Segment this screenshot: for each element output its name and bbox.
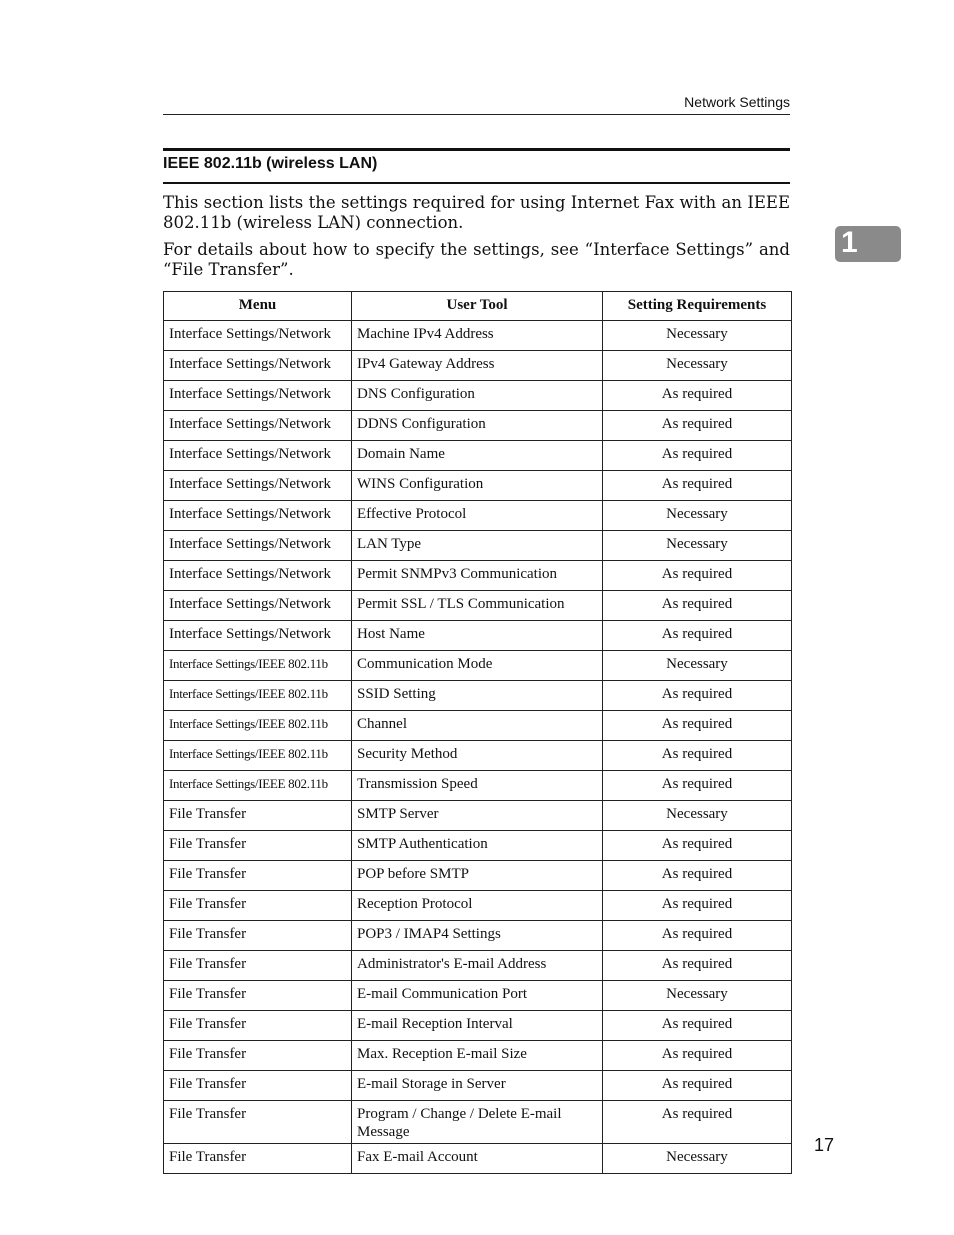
- user-tool-cell: POP before SMTP: [352, 861, 603, 891]
- user-tool-cell: Program / Change / Delete E-mail Message: [352, 1101, 603, 1144]
- table-row: [164, 441, 792, 471]
- table-row: [164, 1101, 792, 1144]
- user-tool-cell: E-mail Reception Interval: [352, 1011, 603, 1041]
- table-row: [164, 321, 792, 351]
- table-row: [164, 921, 792, 951]
- menu-cell: Interface Settings/Network: [164, 411, 352, 441]
- user-tool-cell: Effective Protocol: [352, 501, 603, 531]
- requirement-cell: As required: [603, 681, 792, 711]
- table-row: [164, 801, 792, 831]
- requirement-cell: Necessary: [603, 321, 792, 351]
- column-header-menu: Menu: [164, 292, 352, 321]
- user-tool-cell: Channel: [352, 711, 603, 741]
- table-row: [164, 651, 792, 681]
- requirement-cell: Necessary: [603, 801, 792, 831]
- user-tool-cell: Max. Reception E-mail Size: [352, 1041, 603, 1071]
- requirement-cell: As required: [603, 441, 792, 471]
- requirement-cell: As required: [603, 711, 792, 741]
- table-body: [164, 321, 792, 1174]
- requirement-cell: As required: [603, 741, 792, 771]
- user-tool-cell: Security Method: [352, 741, 603, 771]
- table-row: [164, 591, 792, 621]
- requirement-cell: As required: [603, 471, 792, 501]
- table-row: [164, 711, 792, 741]
- table-row: [164, 1071, 792, 1101]
- requirement-cell: As required: [603, 591, 792, 621]
- requirement-cell: As required: [603, 861, 792, 891]
- user-tool-cell: Machine IPv4 Address: [352, 321, 603, 351]
- user-tool-cell: WINS Configuration: [352, 471, 603, 501]
- requirement-cell: As required: [603, 1041, 792, 1071]
- requirement-cell: Necessary: [603, 531, 792, 561]
- user-tool-cell: Administrator's E-mail Address: [352, 951, 603, 981]
- menu-cell: Interface Settings/Network: [164, 351, 352, 381]
- table-row: [164, 1041, 792, 1071]
- menu-cell: Interface Settings/IEEE 802.11b: [164, 741, 352, 771]
- section-title: IEEE 802.11b (wireless LAN): [163, 155, 378, 172]
- column-header-setting-requirements: Setting Requirements: [603, 292, 792, 321]
- requirement-cell: Necessary: [603, 1144, 792, 1174]
- menu-cell: File Transfer: [164, 831, 352, 861]
- menu-cell: Interface Settings/IEEE 802.11b: [164, 681, 352, 711]
- menu-cell: Interface Settings/IEEE 802.11b: [164, 711, 352, 741]
- user-tool-cell: Domain Name: [352, 441, 603, 471]
- section-rule-top: [163, 148, 790, 151]
- requirement-cell: As required: [603, 951, 792, 981]
- table-row: [164, 1011, 792, 1041]
- requirement-cell: As required: [603, 621, 792, 651]
- requirement-cell: As required: [603, 771, 792, 801]
- requirement-cell: As required: [603, 1101, 792, 1144]
- user-tool-cell: SMTP Server: [352, 801, 603, 831]
- table-row: [164, 531, 792, 561]
- menu-cell: File Transfer: [164, 981, 352, 1011]
- requirement-cell: Necessary: [603, 351, 792, 381]
- requirement-cell: As required: [603, 1071, 792, 1101]
- table-row: [164, 1144, 792, 1174]
- table-row: [164, 411, 792, 441]
- menu-cell: Interface Settings/Network: [164, 561, 352, 591]
- requirement-cell: As required: [603, 561, 792, 591]
- table-row: [164, 861, 792, 891]
- user-tool-cell: Fax E-mail Account: [352, 1144, 603, 1174]
- requirement-cell: As required: [603, 921, 792, 951]
- menu-cell: File Transfer: [164, 801, 352, 831]
- user-tool-cell: E-mail Storage in Server: [352, 1071, 603, 1101]
- page-number: 17: [813, 1135, 834, 1155]
- menu-cell: Interface Settings/Network: [164, 621, 352, 651]
- table-header-row: [164, 292, 792, 321]
- requirement-cell: As required: [603, 831, 792, 861]
- user-tool-cell: Permit SNMPv3 Communication: [352, 561, 603, 591]
- menu-cell: File Transfer: [164, 921, 352, 951]
- menu-cell: Interface Settings/IEEE 802.11b: [164, 771, 352, 801]
- requirement-cell: As required: [603, 381, 792, 411]
- table-row: [164, 381, 792, 411]
- table-row: [164, 351, 792, 381]
- table-row: [164, 621, 792, 651]
- requirement-cell: As required: [603, 1011, 792, 1041]
- table-row: [164, 981, 792, 1011]
- table-row: [164, 471, 792, 501]
- user-tool-cell: Permit SSL / TLS Communication: [352, 591, 603, 621]
- user-tool-cell: Communication Mode: [352, 651, 603, 681]
- menu-cell: Interface Settings/Network: [164, 441, 352, 471]
- section-rule-bottom: [163, 182, 790, 184]
- chapter-tab: 1: [835, 226, 901, 262]
- table-row: [164, 741, 792, 771]
- menu-cell: Interface Settings/IEEE 802.11b: [164, 651, 352, 681]
- menu-cell: File Transfer: [164, 1071, 352, 1101]
- user-tool-cell: IPv4 Gateway Address: [352, 351, 603, 381]
- menu-cell: File Transfer: [164, 951, 352, 981]
- user-tool-cell: DDNS Configuration: [352, 411, 603, 441]
- menu-cell: Interface Settings/Network: [164, 381, 352, 411]
- table-row: [164, 771, 792, 801]
- running-header: Network Settings: [163, 94, 790, 115]
- requirement-cell: Necessary: [603, 981, 792, 1011]
- user-tool-cell: LAN Type: [352, 531, 603, 561]
- menu-cell: Interface Settings/Network: [164, 471, 352, 501]
- requirement-cell: As required: [603, 411, 792, 441]
- table-row: [164, 681, 792, 711]
- requirement-cell: As required: [603, 891, 792, 921]
- user-tool-cell: SMTP Authentication: [352, 831, 603, 861]
- settings-table: [163, 291, 792, 1174]
- user-tool-cell: SSID Setting: [352, 681, 603, 711]
- menu-cell: File Transfer: [164, 891, 352, 921]
- menu-cell: File Transfer: [164, 861, 352, 891]
- user-tool-cell: Reception Protocol: [352, 891, 603, 921]
- table-row: [164, 831, 792, 861]
- table-row: [164, 561, 792, 591]
- menu-cell: File Transfer: [164, 1011, 352, 1041]
- menu-cell: Interface Settings/Network: [164, 531, 352, 561]
- requirement-cell: Necessary: [603, 651, 792, 681]
- details-paragraph: For details about how to specify the settings, see “Interface Settings” and “File Transfer”.: [163, 240, 790, 279]
- user-tool-cell: DNS Configuration: [352, 381, 603, 411]
- menu-cell: Interface Settings/Network: [164, 501, 352, 531]
- menu-cell: File Transfer: [164, 1101, 352, 1144]
- requirement-cell: Necessary: [603, 501, 792, 531]
- column-header-user-tool: User Tool: [352, 292, 603, 321]
- menu-cell: Interface Settings/Network: [164, 321, 352, 351]
- user-tool-cell: E-mail Communication Port: [352, 981, 603, 1011]
- user-tool-cell: Transmission Speed: [352, 771, 603, 801]
- user-tool-cell: POP3 / IMAP4 Settings: [352, 921, 603, 951]
- menu-cell: File Transfer: [164, 1144, 352, 1174]
- user-tool-cell: Host Name: [352, 621, 603, 651]
- table-row: [164, 891, 792, 921]
- menu-cell: File Transfer: [164, 1041, 352, 1071]
- table-row: [164, 951, 792, 981]
- table-row: [164, 501, 792, 531]
- menu-cell: Interface Settings/Network: [164, 591, 352, 621]
- intro-paragraph: This section lists the settings required for using Internet Fax with an IEEE 802.11b (wireless LAN) connection.: [163, 193, 790, 232]
